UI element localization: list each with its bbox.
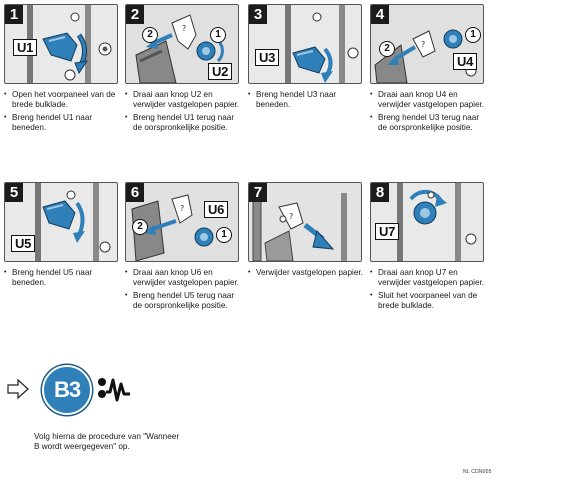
step-4-part-label: U4 bbox=[453, 53, 477, 70]
step-5-illustration bbox=[4, 182, 118, 262]
step-7-notes bbox=[248, 268, 366, 278]
document-code: NL CDN005 bbox=[463, 469, 492, 475]
note: • Breng hendel U1 naar beneden. bbox=[4, 113, 122, 132]
step-number: 7 bbox=[249, 183, 267, 202]
step-1-part-label: U1 bbox=[13, 39, 37, 56]
note: • Sluit het voorpaneel van de brede bulklade. bbox=[370, 291, 488, 310]
step-number: 1 bbox=[5, 5, 23, 24]
step-1-illustration bbox=[4, 4, 118, 84]
step-3-illustration bbox=[248, 4, 362, 84]
step-8-notes bbox=[370, 268, 488, 310]
step-1 bbox=[4, 4, 116, 136]
step-4 bbox=[370, 4, 485, 136]
note: • Draai aan knop U4 en verwijder vastgelopen papier. bbox=[370, 90, 488, 109]
jam-wave-icon bbox=[96, 372, 132, 406]
step-2-illustration bbox=[125, 4, 239, 84]
step-4-notes bbox=[370, 90, 488, 132]
svg-text:?: ? bbox=[180, 204, 185, 213]
step-8 bbox=[370, 182, 485, 314]
note: • Breng hendel U5 naar beneden. bbox=[4, 268, 122, 287]
step-3 bbox=[248, 4, 360, 113]
step-6-part-label: U6 bbox=[204, 201, 228, 218]
step-number: 8 bbox=[371, 183, 389, 202]
step-6 bbox=[125, 182, 240, 314]
step-number: 2 bbox=[126, 5, 144, 24]
step-1-notes bbox=[4, 90, 122, 132]
step-3-part-label: U3 bbox=[255, 49, 279, 66]
step-number: 6 bbox=[126, 183, 144, 202]
step-3-notes bbox=[248, 90, 366, 109]
step-2-part-label: U2 bbox=[208, 63, 232, 80]
step-8-part-label: U7 bbox=[375, 223, 399, 240]
step-4-marker-two: 2 bbox=[379, 41, 395, 57]
step-number: 3 bbox=[249, 5, 267, 24]
step-5-part-label: U5 bbox=[11, 235, 35, 252]
svg-text:?: ? bbox=[182, 24, 187, 33]
continuation-instruction bbox=[34, 432, 234, 452]
note: • Breng hendel U3 naar beneden. bbox=[248, 90, 366, 109]
step-7 bbox=[248, 182, 363, 282]
step-5-notes bbox=[4, 268, 122, 287]
step-5 bbox=[4, 182, 116, 291]
step-2 bbox=[125, 4, 240, 136]
note: • Draai aan knop U6 en verwijder vastgelopen papier. bbox=[125, 268, 243, 287]
step-2-marker-one: 1 bbox=[210, 27, 226, 43]
step-6-marker-one: 1 bbox=[216, 227, 232, 243]
step-2-notes bbox=[125, 90, 243, 132]
svg-text:?: ? bbox=[421, 40, 426, 49]
step-number: 4 bbox=[371, 5, 389, 24]
step-6-notes bbox=[125, 268, 243, 310]
step-2-marker-two: 2 bbox=[142, 27, 158, 43]
arrow-right-outline-icon bbox=[6, 378, 30, 400]
continuation-line-1: Volg hierna de procedure van "Wanneer bbox=[34, 432, 180, 441]
step-4-marker-one: 1 bbox=[465, 27, 481, 43]
note: • Breng hendel U3 terug naar de oorspronkelijke positie. bbox=[370, 113, 488, 132]
note: • Breng hendel U1 terug naar de oorspronkelijke positie. bbox=[125, 113, 243, 132]
error-code-badge-icon bbox=[42, 365, 92, 415]
step-8-illustration bbox=[370, 182, 484, 262]
note: • Breng hendel U5 terug naar de oorspronkelijke positie. bbox=[125, 291, 243, 310]
note: • Open het voorpaneel van de brede bulklade. bbox=[4, 90, 122, 109]
step-6-marker-two: 2 bbox=[132, 219, 148, 235]
note: • Draai aan knop U2 en verwijder vastgelopen papier. bbox=[125, 90, 243, 109]
step-7-illustration bbox=[248, 182, 362, 262]
step-6-illustration bbox=[125, 182, 239, 262]
svg-text:?: ? bbox=[289, 212, 294, 221]
step-number: 5 bbox=[5, 183, 23, 202]
note: • Draai aan knop U7 en verwijder vastgelopen papier. bbox=[370, 268, 488, 287]
continuation-line-2: B wordt weergegeven" op. bbox=[34, 442, 130, 451]
step-4-illustration bbox=[370, 4, 484, 84]
error-code-label: B3 bbox=[53, 377, 81, 402]
note: • Verwijder vastgelopen papier. bbox=[248, 268, 366, 278]
